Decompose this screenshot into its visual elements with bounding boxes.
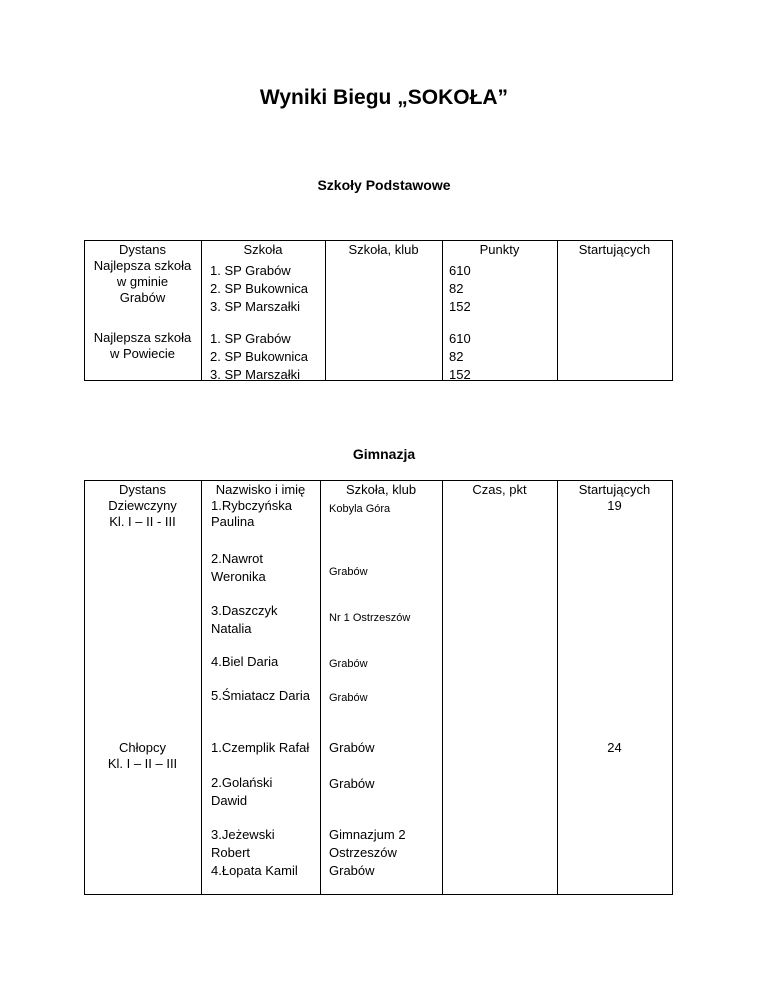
athlete-name: Natalia: [211, 621, 252, 636]
list-item: [211, 602, 277, 638]
page-title: Wyniki Biegu „SOKOŁA”: [259, 86, 509, 109]
list-item: 2. SP Bukownica: [210, 349, 309, 364]
athlete-name: 2.Nawrot: [211, 551, 264, 566]
list-item: [211, 550, 266, 586]
athlete-name: 4.Biel Daria: [211, 654, 279, 669]
club-name: Grabów: [329, 692, 368, 704]
club-name: Nr 1 Ostrzeszów: [329, 612, 411, 624]
points-list: [449, 330, 471, 384]
table-border: [84, 380, 673, 381]
column-header: Szkoła, klub: [345, 482, 417, 497]
athlete-name: 1.Rybczyńska: [211, 498, 292, 513]
table-border: [672, 240, 673, 381]
starters-count: 19: [607, 498, 622, 513]
points-value: 82: [449, 349, 464, 364]
athlete-name: 3.Daszczyk: [211, 603, 278, 618]
athlete-name: 4.Łopata Kamil: [211, 863, 298, 878]
athlete-name: 3.Jeżewski: [211, 827, 275, 842]
list-item: 1. SP Grabów: [210, 263, 291, 278]
column-divider: [201, 480, 202, 895]
athlete-name: Robert: [211, 845, 251, 860]
column-divider: [557, 240, 558, 381]
list-item: [211, 774, 272, 810]
athlete-name: Paulina: [211, 514, 255, 529]
category-label: Najlepsza szkoła w gminie Grabów: [93, 258, 192, 305]
club-name: Grabów: [329, 776, 375, 791]
list-item: 3. SP Marszałki: [210, 299, 301, 314]
club-name: Kobyla Góra: [329, 503, 391, 515]
column-header: Szkoła: [243, 242, 283, 257]
column-header: Czas, pkt: [472, 482, 527, 497]
column-divider: [320, 480, 321, 895]
column-header: Dystans: [119, 482, 166, 497]
list-item: [211, 498, 292, 530]
column-header: Startujących: [578, 482, 651, 497]
list-item: [211, 654, 278, 670]
column-divider: [557, 480, 558, 895]
points-value: 152: [449, 367, 471, 382]
category-label-girls: Dziewczyny Kl. I – II - III: [108, 498, 177, 529]
athlete-name: Weronika: [211, 569, 266, 584]
points-value: 610: [449, 331, 471, 346]
column-header: Dystans: [119, 242, 166, 257]
column-header: Szkoła, klub: [348, 242, 419, 257]
athlete-name: Dawid: [211, 793, 248, 808]
school-list: [210, 330, 308, 384]
table-border: [84, 894, 673, 895]
points-value: 152: [449, 299, 471, 314]
athlete-name: 1.Czemplik Rafał: [211, 740, 310, 755]
column-header: Startujących: [578, 242, 651, 257]
column-header: Nazwisko i imię: [215, 482, 306, 497]
section-heading-primary-schools: Szkoły Podstawowe: [317, 177, 451, 193]
table-border: [672, 480, 673, 895]
column-divider: [442, 240, 443, 381]
points-value: 610: [449, 263, 471, 278]
column-divider: [442, 480, 443, 895]
list-item: 3. SP Marszałki: [210, 367, 301, 382]
column-divider: [201, 240, 202, 381]
club-name: Grabów: [329, 566, 368, 578]
list-item: [211, 740, 309, 756]
column-header: Punkty: [479, 242, 520, 257]
category-label-boys: Chłopcy Kl. I – II – III: [107, 740, 178, 771]
table-border: [84, 240, 673, 241]
table-border: [84, 480, 673, 481]
club-name: Gimnazjum 2 Ostrzeszów Grabów: [329, 827, 406, 878]
list-item: [211, 826, 298, 880]
athlete-name: 5.Śmiatacz Daria: [211, 688, 310, 703]
section-heading-gymnasiums: Gimnazja: [352, 446, 416, 462]
points-list: [449, 262, 471, 316]
table-border: [84, 480, 85, 895]
list-item: [211, 688, 310, 704]
category-label: Najlepsza szkoła w Powiecie: [93, 330, 192, 361]
athlete-name: 2.Golański: [211, 775, 273, 790]
school-list: [210, 262, 308, 316]
list-item: 1. SP Grabów: [210, 331, 291, 346]
list-item: 2. SP Bukownica: [210, 281, 309, 296]
starters-count: 24: [607, 740, 622, 755]
points-value: 82: [449, 281, 464, 296]
club-name: Grabów: [329, 658, 368, 670]
column-divider: [325, 240, 326, 381]
club-name: Grabów: [329, 740, 375, 755]
